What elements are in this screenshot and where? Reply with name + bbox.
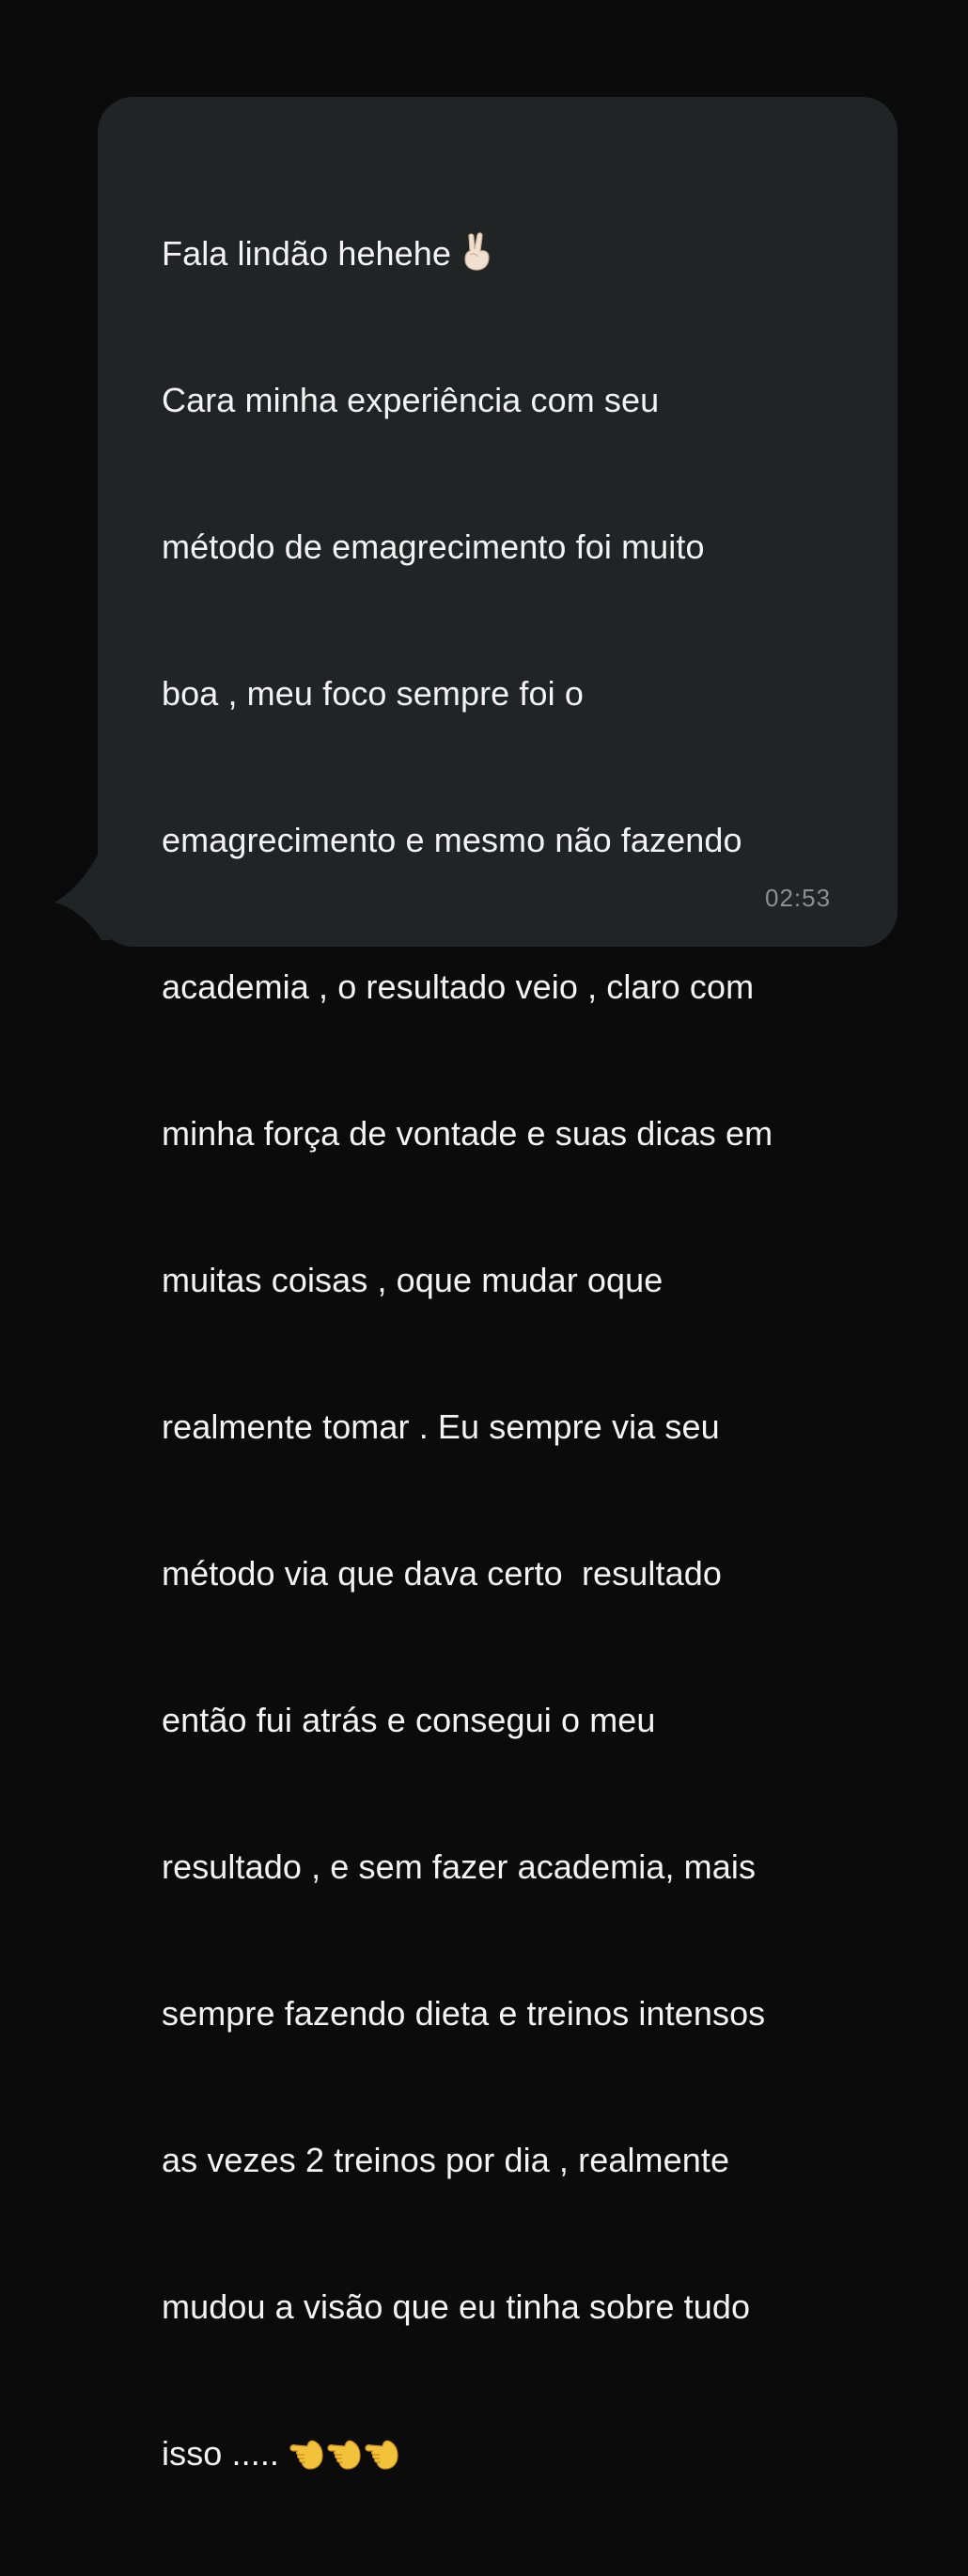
message-line: mudou a visão que eu tinha sobre tudo bbox=[162, 2287, 751, 2326]
message-line: emagrecimento e mesmo não fazendo bbox=[162, 821, 742, 859]
message-line: Cara minha experiência com seu bbox=[162, 381, 660, 419]
message-line: minha força de vontade e suas dicas em bbox=[162, 1114, 773, 1153]
message-line: realmente tomar . Eu sempre via seu bbox=[162, 1407, 720, 1446]
message-line: as vezes 2 treinos por dia , realmente bbox=[162, 2141, 730, 2179]
backhand-index-pointing-left-icon bbox=[364, 2435, 401, 2484]
message-line: resultado , e sem fazer academia, mais bbox=[162, 1847, 757, 1886]
message-line: muitas coisas , oque mudar oque bbox=[162, 1261, 664, 1299]
backhand-index-pointing-left-icon bbox=[289, 2435, 326, 2484]
message-line: método de emagrecimento foi muito bbox=[162, 527, 705, 566]
message-line: método via que dava certo resultado bbox=[162, 1554, 722, 1593]
victory-hand-icon bbox=[461, 231, 492, 284]
message-line: academia , o resultado veio , claro com bbox=[162, 967, 755, 1006]
message-line: Fala lindão hehehe bbox=[162, 229, 857, 278]
message-line: então fui atrás e consegui o meu bbox=[162, 1701, 656, 1739]
message-line: isso ..... bbox=[162, 2429, 857, 2478]
backhand-index-pointing-left-icon bbox=[326, 2435, 364, 2484]
message-line: boa , meu foco sempre foi o bbox=[162, 674, 584, 713]
message-line: sempre fazendo dieta e treinos intensos bbox=[162, 1994, 766, 2033]
message-timestamp: 02:53 bbox=[765, 884, 832, 912]
message-text bbox=[162, 132, 857, 2576]
